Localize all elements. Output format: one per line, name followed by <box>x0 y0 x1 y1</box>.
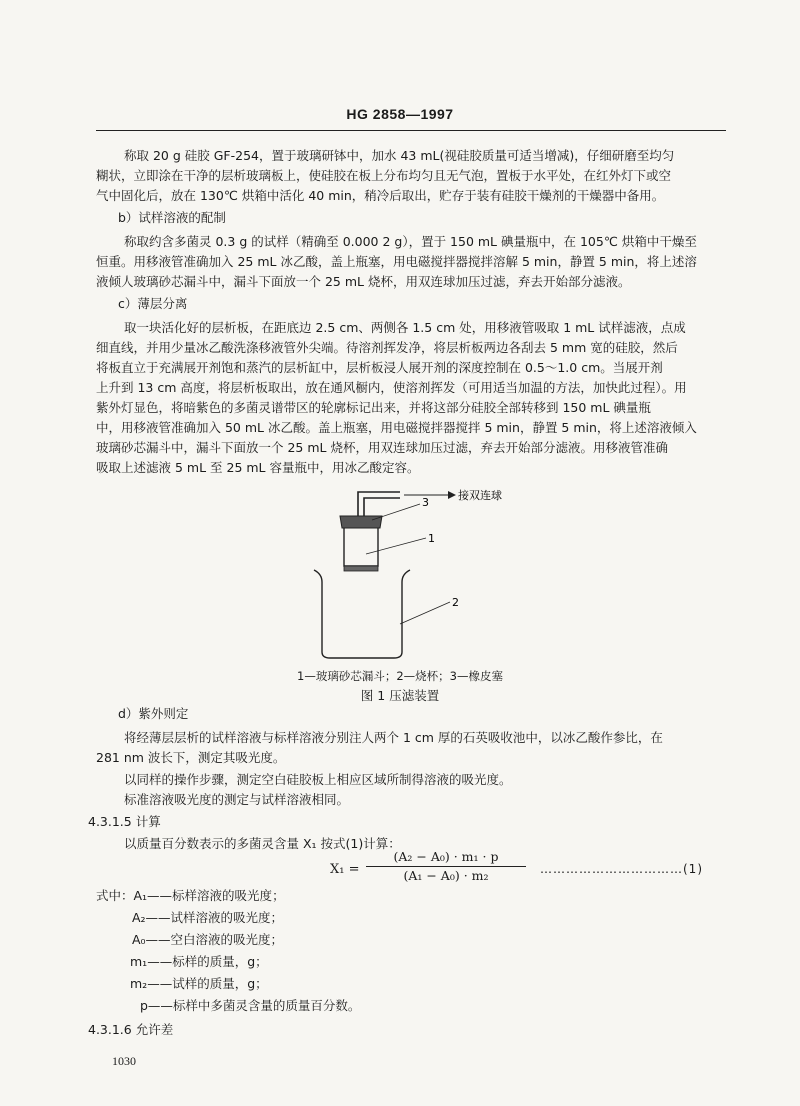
standard-header: HG 2858—1997 <box>346 106 454 122</box>
subsection-title-b: b）试样溶液的配制 <box>118 210 226 225</box>
leader-line-2 <box>400 602 450 624</box>
paragraph-line: 取一块活化好的层析板，在距底边 2.5 cm、两侧各 1.5 cm 处，用移液管吸取 1 mL 试样滤液，点成 <box>124 320 686 335</box>
paragraph-line: 糊状，立即涂在干净的层析玻璃板上，使硅胶在板上分布均匀且无气泡，置板于水平处，在红外灯下或空 <box>96 168 672 183</box>
calc-intro: 以质量百分数表示的多菌灵含量 X₁ 按式(1)计算： <box>124 836 401 851</box>
paragraph-line: 吸取上述滤液 5 mL 至 25 mL 容量瓶中，用冰乙酸定容。 <box>96 460 420 475</box>
label-1: 1 <box>428 532 435 545</box>
formula-denominator: (A₁ − A₀) · m₂ <box>403 868 489 883</box>
formula-number-leader: ……………………………(1) <box>540 862 703 876</box>
variable-definition: A₀——空白溶液的吸光度； <box>132 932 284 947</box>
header-rule <box>96 130 726 131</box>
glass-funnel <box>344 528 378 566</box>
arrow-label: 接双连球 <box>458 489 502 502</box>
leader-line-1 <box>366 538 426 554</box>
paragraph-line: 以同样的操作步骤，测定空白硅胶板上相应区域所制得溶液的吸光度。 <box>124 772 512 787</box>
paragraph-line: 液倾人玻璃砂芯漏斗中，漏斗下面放一个 25 mL 烧杯，用双连球加压过滤，弃去开始部分滤液。 <box>96 274 631 289</box>
paragraph-line: 称取 20 g 硅胶 GF-254，置于玻璃研钵中，加水 43 mL(视硅胶质量可适当增减)，仔细研磨至均匀 <box>124 148 675 163</box>
variable-definition: A₂——试样溶液的吸光度； <box>132 910 284 925</box>
page-number: 1030 <box>112 1054 136 1068</box>
variable-definition: p——标样中多菌灵含量的质量百分数。 <box>140 998 361 1013</box>
filtration-apparatus-diagram <box>300 482 540 670</box>
figure-legend: 1—玻璃砂芯漏斗；2—烧杯；3—橡皮塞 <box>297 669 503 683</box>
paragraph-line: 气中固化后，放在 130℃ 烘箱中活化 40 min，稍冷后取出，贮存于装有硅胶干燥剂的干燥器中备用。 <box>96 188 665 203</box>
paragraph-line: 中，用移液管准确加入 50 mL 冰乙酸。盖上瓶塞，用电磁搅拌器搅拌 5 min，静置 5 min，将上述溶液倾入 <box>96 420 697 435</box>
paragraph-line: 细直线，并用少量冰乙酸洗涤移液管外尖端。待溶剂挥发净，将层析板两边各刮去 5 mm 宽的硅胶，然后 <box>96 340 678 355</box>
formula-fraction <box>366 848 526 885</box>
paragraph-line: 玻璃砂芯漏斗中，漏斗下面放一个 25 mL 烧杯，用双连球加压过滤，弃去开始部分滤液。用移液管准确 <box>96 440 668 455</box>
paragraph-line: 恒重。用移液管准确加入 25 mL 冰乙酸，盖上瓶塞，用电磁搅拌器搅拌溶解 5 min，静置 5 min，将上述溶 <box>96 254 697 269</box>
sintered-disc <box>344 566 378 571</box>
paragraph-line: 将板直立于充满展开剂饱和蒸汽的层析缸中，层析板浸人展开剂的深度控制在 0.5～1.0 cm。当展开剂 <box>96 360 663 375</box>
arrow-head <box>448 491 456 499</box>
paragraph-line: 281 nm 波长下，测定其吸光度。 <box>96 750 286 765</box>
formula-lhs: X₁ = <box>330 862 360 877</box>
paragraph-line: 将经薄层层析的试样溶液与标样溶液分别注人两个 1 cm 厚的石英吸收池中，以冰乙酸作参比，在 <box>124 730 663 745</box>
paragraph-line: 称取约含多菌灵 0.3 g 的试样（精确至 0.000 2 g），置于 150 mL 碘量瓶中，在 105℃ 烘箱中干燥至 <box>124 234 697 249</box>
formula-numerator: (A₂ − A₀) · m₁ · p <box>393 849 499 864</box>
subsection-title-c: c）薄层分离 <box>118 296 188 311</box>
subsection-title-d: d）紫外则定 <box>118 706 189 721</box>
paragraph-line: 上升到 13 cm 高度，将层析板取出，放在通风橱内，使溶剂挥发（可用适当加温的方法，加快此过程）。用 <box>96 380 687 395</box>
label-3: 3 <box>422 496 429 509</box>
paragraph-line: 标准溶液吸光度的测定与试样溶液相同。 <box>124 792 350 807</box>
paragraph-line: 紫外灯显色，将暗紫色的多菌灵谱带区的轮廓标记出来，并将这部分硅胶全部转移到 150 mL 碘量瓶 <box>96 400 651 415</box>
connecting-tube-inner <box>364 498 400 516</box>
section-4315-title: 4.3.1.5 计算 <box>88 814 161 829</box>
leader-line-3 <box>372 504 420 520</box>
figure-caption: 图 1 压滤装置 <box>360 688 440 703</box>
beaker <box>314 570 410 658</box>
rubber-stopper <box>340 516 382 528</box>
variable-definition: m₁——标样的质量，g； <box>130 954 268 969</box>
variable-definition: m₂——试样的质量，g； <box>130 976 268 991</box>
section-4316-title: 4.3.1.6 允许差 <box>88 1022 174 1037</box>
variable-definition: 式中：A₁——标样溶液的吸光度； <box>96 888 285 903</box>
label-2: 2 <box>452 596 459 609</box>
